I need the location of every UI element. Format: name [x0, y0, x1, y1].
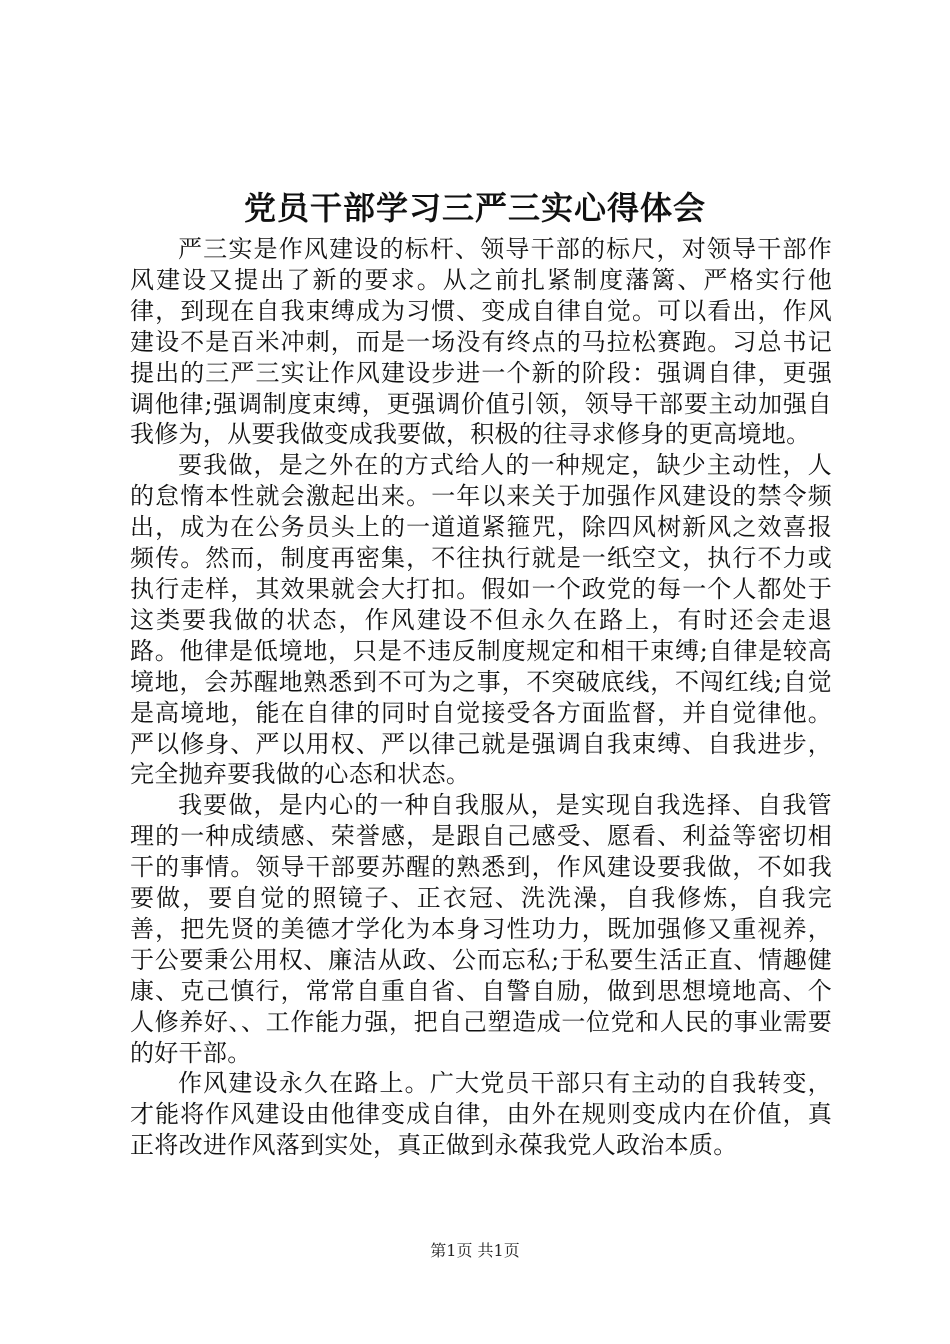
page-number-footer: 第1页 共1页 — [430, 1241, 520, 1260]
paragraph-4: 作风建设永久在路上。广大党员干部只有主动的自我转变，才能将作风建设由他律变成自律，由外在规则变成内在价值，真正将改进作风落到实处，真正做到永葆我党人政治本质。 — [130, 1069, 832, 1160]
paragraph-2: 要我做，是之外在的方式给人的一种规定，缺少主动性，人的怠惰本性就会激起出来。一年以来关于加强作风建设的禁令频出，成为在公务员头上的一道道紧箍咒，除四风树新风之效喜报频传。然而，制度再密集，不往执行就是一纸空文，执行不力或执行走样，其效果就会大打扣。假如一个政党的每一个人都处于这类要我做的状态，作风建设不但永久在路上，有时还会走退路。他律是低境地，只是不违反制度规定和相干束缚;自律是较高境地，会苏醒地熟悉到不可为之事，不突破底线，不闯红线;自觉是高境地，能在自律的同时自觉接受各方面监督，并自觉律他。严以修身、严以用权、严以律己就是强调自我束缚、自我进步，完全抛弃要我做的心态和状态。 — [130, 451, 832, 789]
document-body — [130, 234, 832, 1161]
paragraph-1: 严三实是作风建设的标杆、领导干部的标尺，对领导干部作风建设又提出了新的要求。从之前扎紧制度藩篱、严格实行他律，到现在自我束缚成为习惯、变成自律自觉。可以看出，作风建设不是百米冲刺，而是一场没有终点的马拉松赛跑。习总书记提出的三严三实让作风建设步进一个新的阶段：强调自律，更强调他律;强调制度束缚，更强调价值引领，领导干部要主动加强自我修为，从要我做变成我要做，积极的往寻求修身的更高境地。 — [130, 235, 832, 449]
paragraph-3: 我要做，是内心的一种自我服从，是实现自我选择、自我管理的一种成绩感、荣誉感，是跟自己感受、愿看、利益等密切相干的事情。领导干部要苏醒的熟悉到，作风建设要我做，不如我要做，要自觉的照镜子、正衣冠、洗洗澡，自我修炼，自我完善，把先贤的美德才学化为本身习性功力，既加强修又重视养，于公要秉公用权、廉洁从政、公而忘私;于私要生活正直、情趣健康、克己慎行，常常自重自省、自警自励，做到思想境地高、个人修养好、、工作能力强，把自己塑造成一位党和人民的事业需要的好干部。 — [130, 791, 832, 1067]
document-title: 党员干部学习三严三实心得体会 — [243, 189, 706, 227]
